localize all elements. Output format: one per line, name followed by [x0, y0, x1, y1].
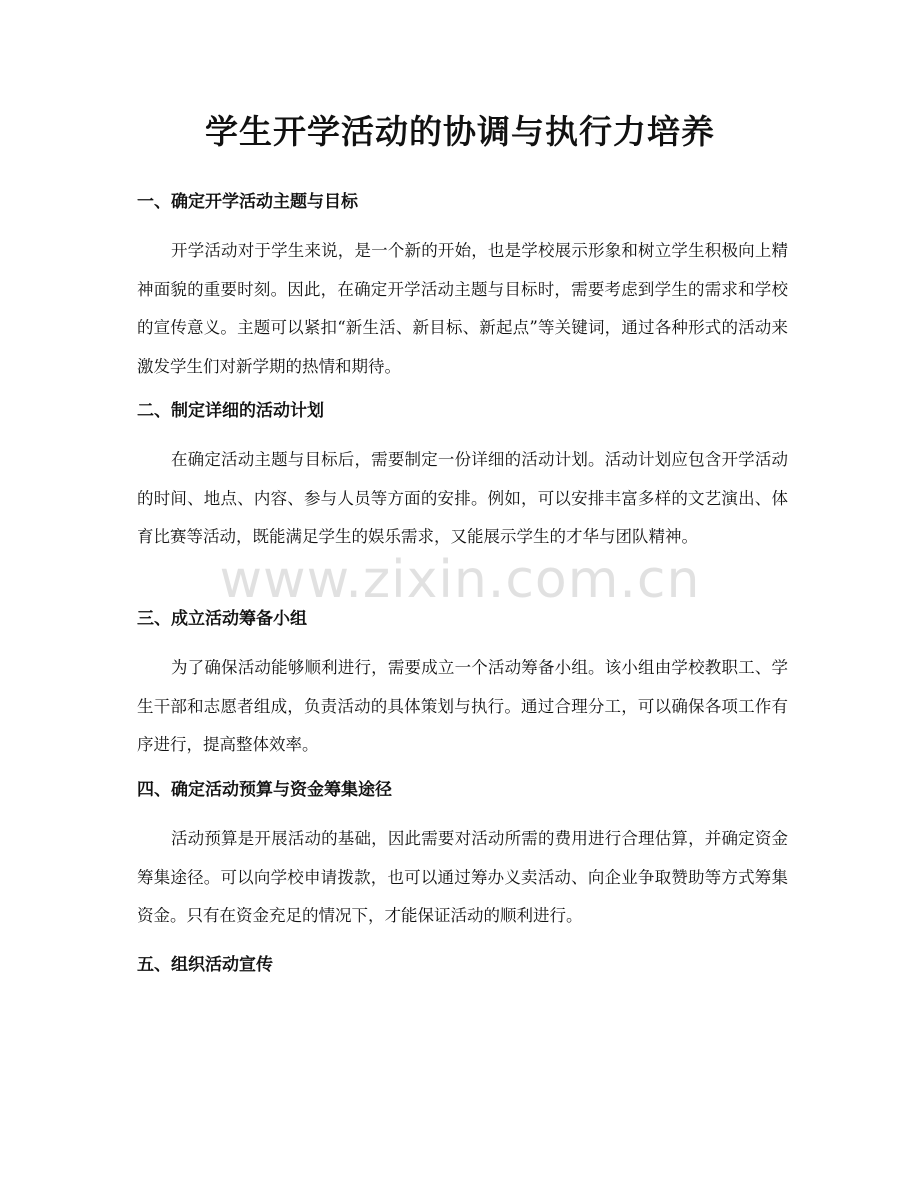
section-paragraph-2: 在确定活动主题与目标后，需要制定一份详细的活动计划。活动计划应包含开学活动的时间、地点、内容、参与人员等方面的安排。例如，可以安排丰富多样的文艺演出、体育比赛等活动，既能满足学生的娱乐需求，又能展示学生的才华与团队精神。 [137, 450, 788, 546]
page-title: 学生开学活动的协调与执行力培养 [205, 112, 715, 151]
section-heading-2: 二、制定详细的活动计划 [137, 401, 324, 421]
section-heading-3: 三、成立活动筹备小组 [137, 609, 307, 629]
section-paragraph-3: 为了确保活动能够顺利进行，需要成立一个活动筹备小组。该小组由学校教职工、学生干部和志愿者组成，负责活动的具体策划与执行。通过合理分工，可以确保各项工作有序进行，提高整体效率。 [137, 658, 788, 754]
watermark: www.zixin.com.cn [219, 550, 701, 610]
section-paragraph-4: 活动预算是开展活动的基础，因此需要对活动所需的费用进行合理估算，并确定资金筹集途径。可以向学校申请拨款，也可以通过筹办义卖活动、向企业争取赞助等方式筹集资金。只有在资金充足的情况下，才能保证活动的顺利进行。 [137, 829, 788, 925]
section-paragraph-1: 开学活动对于学生来说，是一个新的开始，也是学校展示形象和树立学生积极向上精神面貌的重要时刻。因此，在确定开学活动主题与目标时，需要考虑到学生的需求和学校的宣传意义。主题可以紧扣“新生活、新目标、新起点”等关键词，通过各种形式的活动来激发学生们对新学期的热情和期待。 [137, 241, 788, 376]
section-heading-5: 五、组织活动宣传 [137, 955, 273, 975]
section-heading-1: 一、确定开学活动主题与目标 [137, 192, 358, 212]
section-heading-4: 四、确定活动预算与资金筹集途径 [137, 780, 392, 800]
